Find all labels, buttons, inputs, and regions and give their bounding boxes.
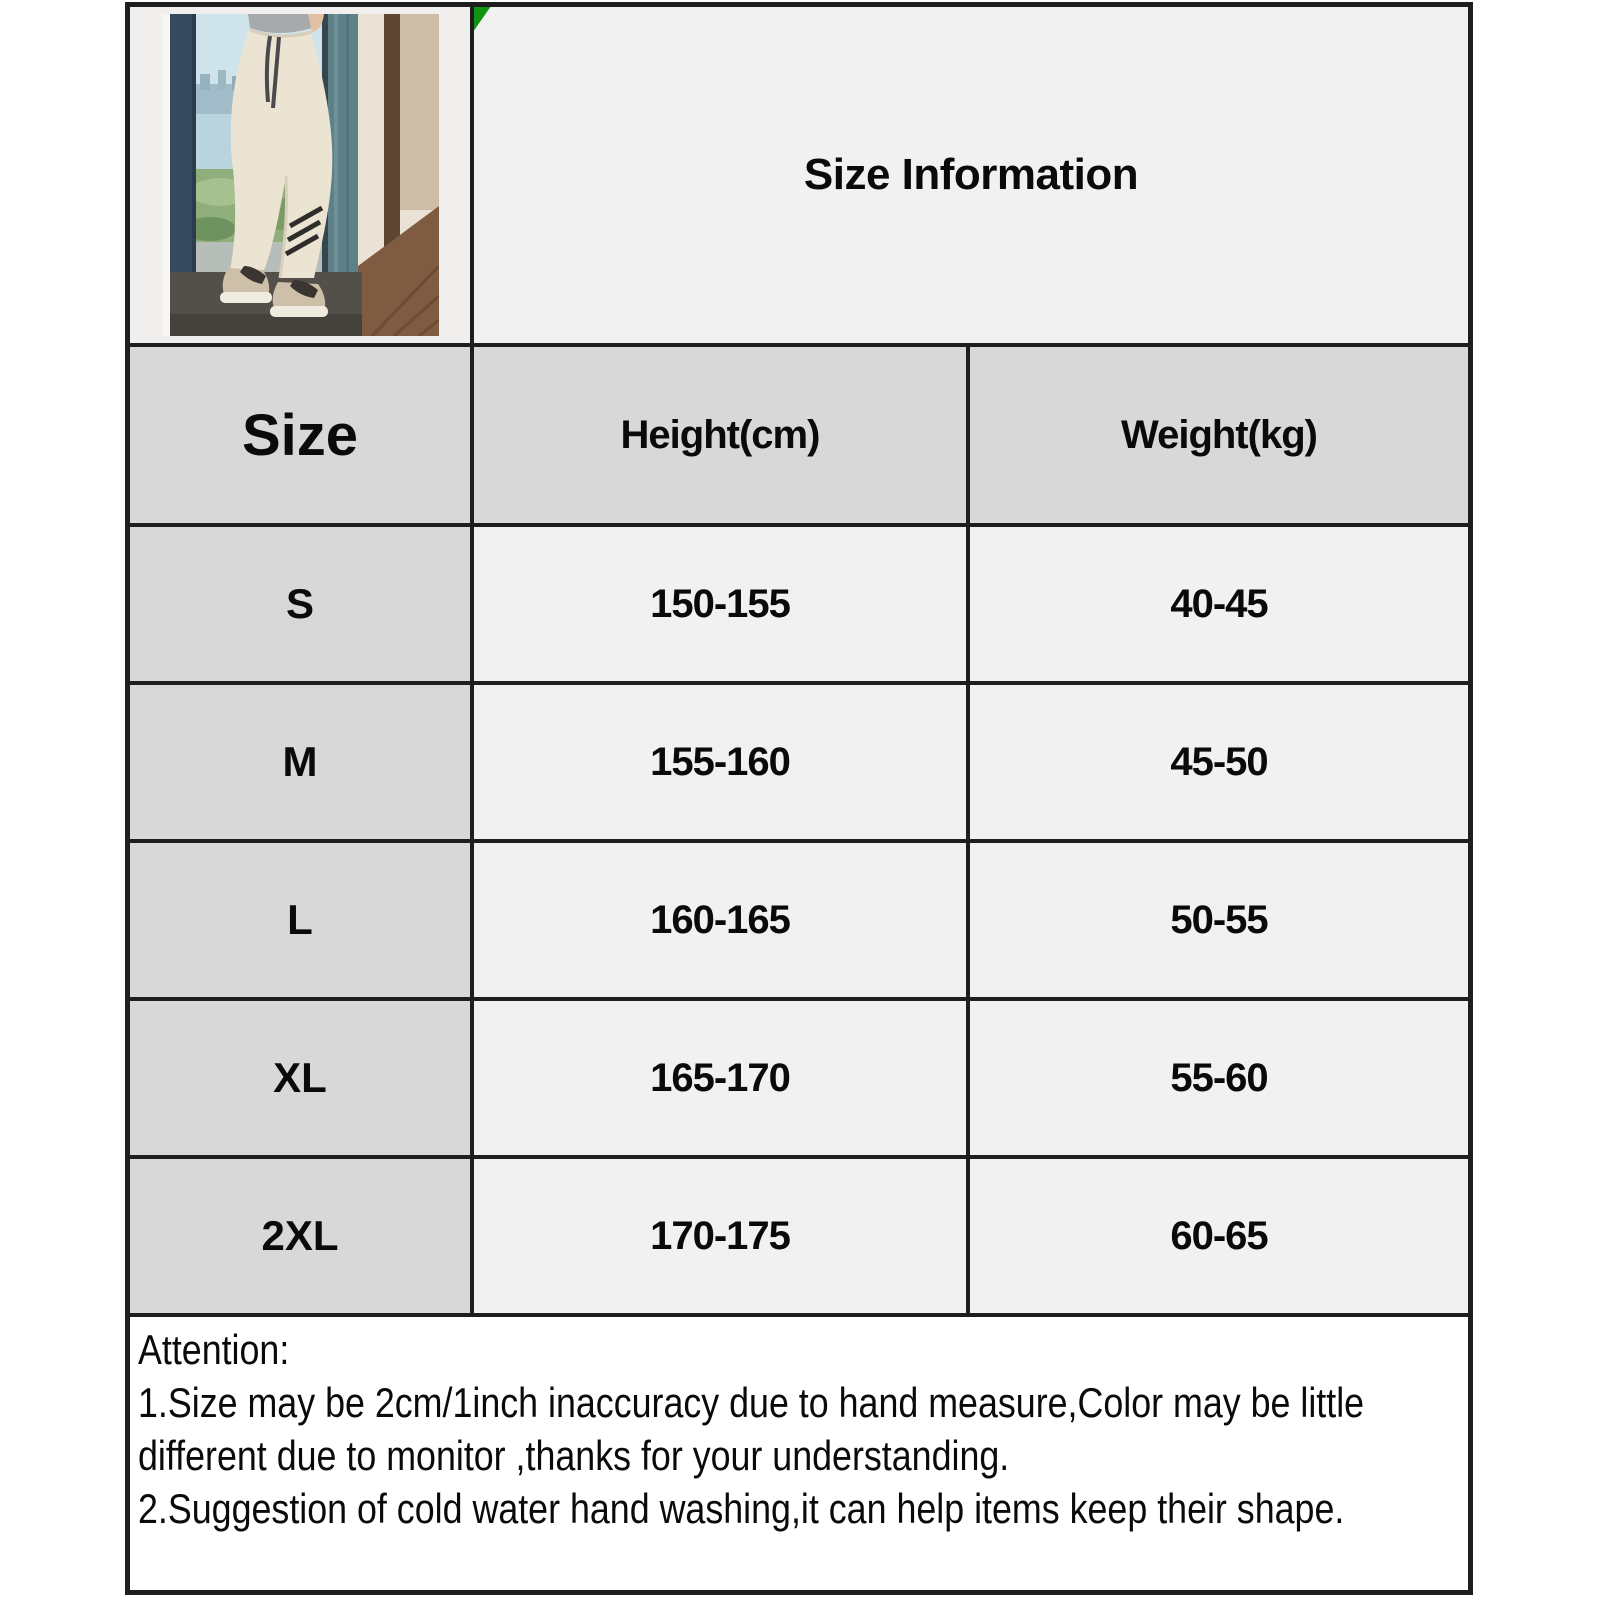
attention-note: 2.Suggestion of cold water hand washing,it can help items keep their shape. <box>138 1485 1345 1532</box>
title-cell <box>474 7 1468 343</box>
cell-corner-marker <box>474 7 496 31</box>
size-label-cell: L <box>130 843 470 997</box>
attention-note: 1.Size may be 2cm/1inch inaccuracy due to hand measure,Color may be little different due to monitor ,thanks for your understanding. <box>138 1379 1365 1479</box>
weight-value-cell: 60-65 <box>970 1159 1468 1313</box>
height-value-cell: 165-170 <box>474 1001 966 1155</box>
weight-value-cell: 45-50 <box>970 685 1468 839</box>
size-info-sheet <box>125 2 1473 1595</box>
height-value-cell: 150-155 <box>474 527 966 681</box>
weight-value-cell: 40-45 <box>970 527 1468 681</box>
height-value-cell: 170-175 <box>474 1159 966 1313</box>
height-value-cell: 155-160 <box>474 685 966 839</box>
attention-text <box>138 1323 1468 1535</box>
size-label-cell: M <box>130 685 470 839</box>
column-header-weight: Weight(kg) <box>970 347 1468 523</box>
attention-section <box>130 1317 1468 1590</box>
column-header-height: Height(cm) <box>474 347 966 523</box>
attention-heading: Attention: <box>138 1326 290 1373</box>
weight-value-cell: 55-60 <box>970 1001 1468 1155</box>
product-photo-cell <box>130 7 470 343</box>
weight-value-cell: 50-55 <box>970 843 1468 997</box>
product-photo <box>162 14 439 336</box>
size-label-cell: S <box>130 527 470 681</box>
size-label-cell: 2XL <box>130 1159 470 1313</box>
height-value-cell: 160-165 <box>474 843 966 997</box>
size-label-cell: XL <box>130 1001 470 1155</box>
column-header-size: Size <box>130 347 470 523</box>
page-title: Size Information <box>803 150 1139 199</box>
